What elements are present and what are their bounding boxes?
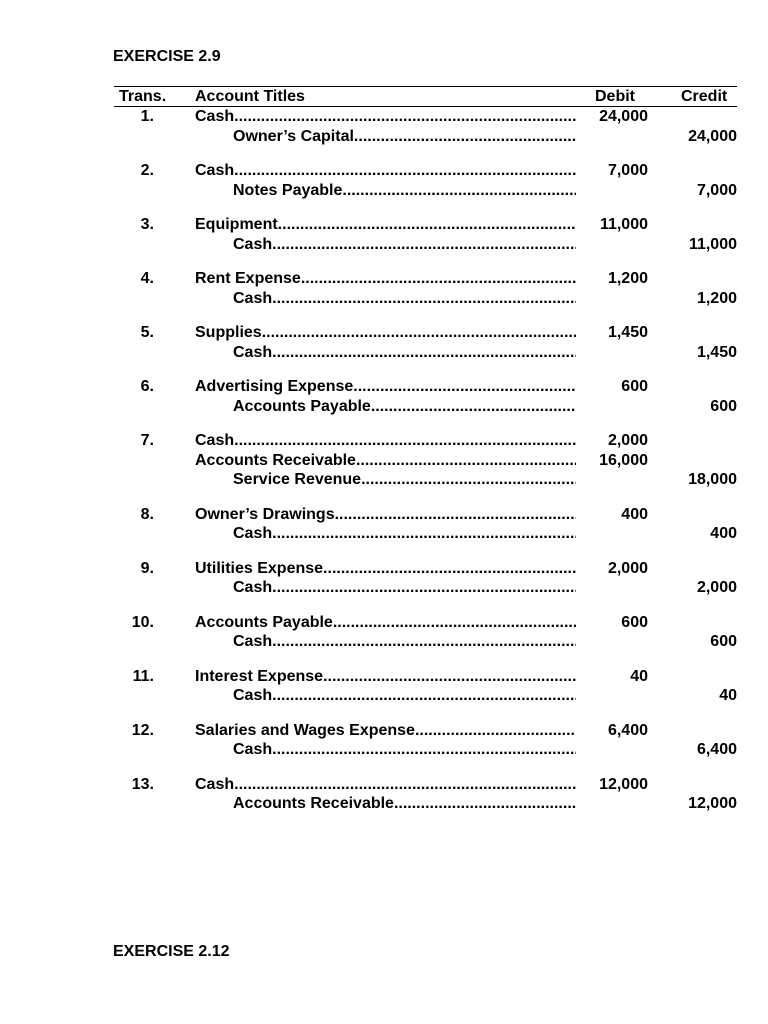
debit-amount: 1,200 [607, 270, 648, 287]
debit-amount: 2,000 [607, 559, 648, 577]
transaction-number: 7. [140, 432, 154, 449]
transaction-number: 9. [140, 559, 154, 577]
transaction-number: 8. [140, 505, 154, 523]
debit-amount: 600 [621, 613, 648, 631]
debited-account-title: Cash ..... [195, 775, 576, 795]
transaction-number: 1. [140, 108, 154, 125]
journal-entry [114, 323, 737, 362]
transaction-number: 12. [131, 721, 154, 739]
exercise-heading-next: EXERCISE 2.12 [113, 943, 230, 960]
table-row [114, 181, 737, 201]
credit-amount: 600 [710, 633, 737, 650]
credit-amount: 12,000 [688, 795, 737, 812]
credit-amount: 600 [710, 397, 737, 415]
credit-amount: 400 [710, 525, 737, 542]
account-titles-column-header: Account Titles [195, 88, 305, 105]
table-row [114, 397, 737, 417]
debited-account-title: Equipment ..... [195, 215, 576, 235]
journal-entry [114, 269, 737, 308]
debited-account-title: Cash ..... [195, 107, 576, 127]
debited-account-title: Supplies ..... [195, 323, 576, 343]
table-row [114, 686, 737, 706]
debited-account-title: Cash ..... [195, 431, 576, 451]
table-row [114, 323, 737, 343]
journal-entry [114, 613, 737, 652]
debit-amount: 600 [621, 378, 648, 395]
debit-amount: 7,000 [607, 162, 648, 179]
table-row [114, 451, 737, 471]
journal-entry [114, 377, 737, 416]
table-row [114, 667, 737, 687]
credit-amount: 2,000 [696, 579, 737, 596]
credited-account-title: Cash ..... [233, 740, 576, 760]
journal-entry [114, 161, 737, 200]
credited-account-title: Accounts Receivable ..... [233, 794, 576, 814]
credited-account-title: Cash ..... [233, 235, 576, 255]
journal-entry [114, 107, 737, 146]
debited-account-title: Accounts Payable ..... [195, 613, 576, 633]
table-row [114, 377, 737, 397]
credited-account-title: Notes Payable ..... [233, 181, 576, 201]
debited-account-title: Owner’s Drawings ..... [195, 505, 576, 525]
table-row [114, 505, 737, 525]
trans-column-header: Trans. [119, 88, 167, 105]
table-row [114, 470, 737, 490]
table-row [114, 524, 737, 544]
entries-list [114, 107, 737, 814]
table-row [114, 289, 737, 309]
transaction-number: 5. [140, 324, 154, 341]
debit-amount: 400 [621, 505, 648, 523]
credited-account-title: Cash ..... [233, 686, 576, 706]
table-row [114, 127, 737, 147]
debit-amount: 2,000 [607, 432, 648, 449]
debited-account-title: Utilities Expense ..... [195, 559, 576, 579]
credit-amount: 1,450 [696, 343, 737, 361]
journal-entry [114, 505, 737, 544]
credited-account-title: Cash ..... [233, 289, 576, 309]
table-row [114, 107, 737, 127]
table-row [114, 215, 737, 235]
transaction-number: 10. [131, 613, 154, 631]
credited-account-title: Accounts Payable ..... [233, 397, 576, 417]
credit-amount: 1,200 [696, 289, 737, 307]
credited-account-title: Cash ..... [233, 632, 576, 652]
journal-entry [114, 775, 737, 814]
credited-account-title: Service Revenue ..... [233, 470, 576, 490]
transaction-number: 4. [140, 270, 154, 287]
table-row [114, 235, 737, 255]
credited-account-title: Owner’s Capital ..... [233, 127, 576, 147]
journal-entry [114, 431, 737, 490]
credited-account-title: Cash ..... [233, 578, 576, 598]
journal-entry [114, 559, 737, 598]
journal-entry [114, 667, 737, 706]
credit-amount: 11,000 [688, 235, 737, 253]
table-header [114, 86, 737, 107]
debit-amount: 40 [630, 667, 648, 685]
table-row [114, 161, 737, 181]
table-row [114, 632, 737, 652]
debit-amount: 24,000 [599, 108, 648, 125]
table-row [114, 775, 737, 795]
credit-amount: 18,000 [688, 471, 737, 488]
table-row [114, 431, 737, 451]
debited-account-title: Cash ..... [195, 161, 576, 181]
transaction-number: 2. [140, 162, 154, 179]
debited-account-title: Salaries and Wages Expense ..... [195, 721, 576, 741]
journal-entry [114, 215, 737, 254]
credit-amount: 40 [719, 687, 737, 704]
table-row [114, 269, 737, 289]
table-row [114, 578, 737, 598]
table-row [114, 343, 737, 363]
debit-amount: 6,400 [607, 721, 648, 739]
debited-account-title: Advertising Expense ..... [195, 377, 576, 397]
debited-account-title: Interest Expense ..... [195, 667, 576, 687]
table-row [114, 794, 737, 814]
table-row [114, 559, 737, 579]
credit-column-header: Credit [681, 88, 728, 105]
debit-amount: 1,450 [607, 324, 648, 341]
journal-entry [114, 721, 737, 760]
exercise-heading: EXERCISE 2.9 [113, 48, 221, 65]
credit-amount: 7,000 [696, 181, 737, 199]
transaction-number: 11. [132, 667, 154, 685]
debit-amount: 16,000 [599, 451, 648, 469]
transaction-number: 13. [131, 775, 154, 793]
debit-column-header: Debit [595, 88, 635, 105]
table-row [114, 721, 737, 741]
credit-amount: 6,400 [696, 741, 737, 758]
table-row [114, 613, 737, 633]
debited-account-title: Rent Expense ..... [195, 269, 576, 289]
transaction-number: 3. [140, 216, 154, 233]
transaction-number: 6. [140, 378, 154, 395]
debited-account-title: Accounts Receivable ..... [195, 451, 576, 471]
credited-account-title: Cash ..... [233, 524, 576, 544]
journal-entries-table [114, 86, 737, 829]
debit-amount: 12,000 [599, 775, 648, 793]
credit-amount: 24,000 [688, 127, 737, 145]
credited-account-title: Cash ..... [233, 343, 576, 363]
debit-amount: 11,000 [599, 216, 648, 233]
table-row [114, 740, 737, 760]
